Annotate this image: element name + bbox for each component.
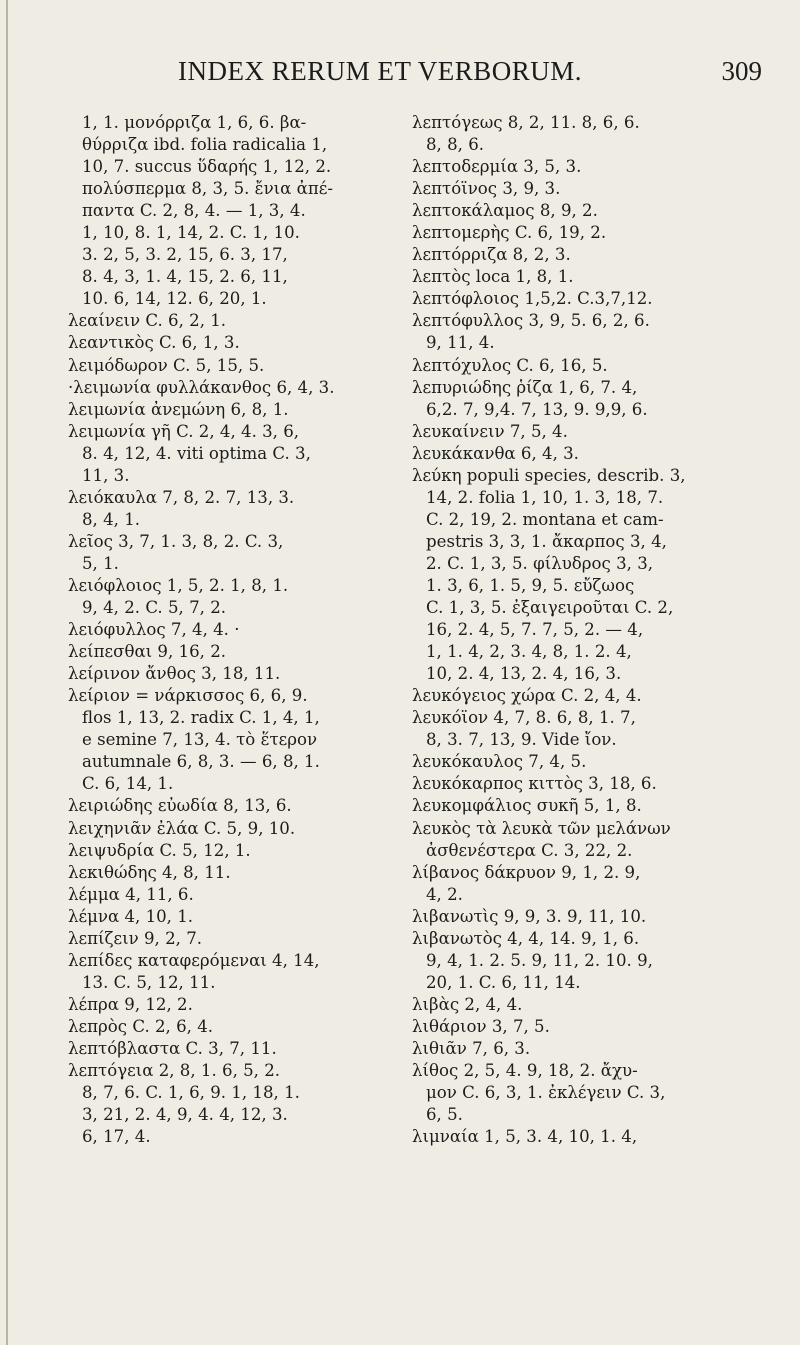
index-entry: λειόκαυλα 7, 8, 2. 7, 13, 3.: [68, 487, 295, 507]
index-entry: λεαίνειν C. 6, 2, 1.: [68, 311, 227, 331]
index-entry: λειψυδρία C. 5, 12, 1.: [68, 840, 251, 860]
index-entry-continuation: 8. 4, 3, 1. 4, 15, 2. 6, 11,: [82, 267, 288, 287]
index-entry-continuation: μον C. 6, 3, 1. ἐκλέγειν C. 3,: [426, 1083, 666, 1103]
index-entry-continuation: 6, 5.: [426, 1105, 463, 1125]
index-entry-continuation: 1, 10, 8. 1, 14, 2. C. 1, 10.: [82, 223, 300, 243]
index-entry: λεπτόφυλλος 3, 9, 5. 6, 2, 6.: [412, 311, 650, 331]
index-entry: λευκόκαρπος κιττὸς 3, 18, 6.: [412, 774, 657, 794]
index-entry-continuation: 5, 1.: [82, 553, 119, 573]
index-column-left: [68, 112, 434, 1148]
index-entry-continuation: 9, 4, 2. C. 5, 7, 2.: [82, 598, 227, 618]
index-entry-continuation: 8, 7, 6. C. 1, 6, 9. 1, 18, 1.: [82, 1083, 300, 1103]
index-entry: λεπτόχυλος C. 6, 16, 5.: [412, 355, 608, 375]
index-entry: λεπτοδερμία 3, 5, 3.: [412, 157, 582, 177]
index-entry: λείπεσθαι 9, 16, 2.: [68, 642, 227, 662]
index-entry: λειμωνία γῆ C. 2, 4, 4. 3, 6,: [68, 421, 300, 441]
index-entry: λίθος 2, 5, 4. 9, 18, 2. ἄχυ-: [412, 1061, 638, 1081]
index-entry: λεπρὸς C. 2, 6, 4.: [68, 1016, 214, 1036]
index-entry-continuation: 8, 4, 1.: [82, 509, 141, 529]
index-entry-continuation: 9, 4, 1. 2. 5. 9, 11, 2. 10. 9,: [426, 950, 653, 970]
index-entry-continuation: 3, 21, 2. 4, 9, 4. 4, 12, 3.: [82, 1105, 288, 1125]
index-entry-continuation: 9, 11, 4.: [426, 333, 495, 353]
index-entry: λειόφυλλος 7, 4, 4. ·: [68, 620, 240, 640]
index-entry: λεπτόγεως 8, 2, 11. 8, 6, 6.: [412, 113, 640, 132]
index-entry-continuation: 8, 3. 7, 13, 9. Vide ἴον.: [426, 730, 617, 750]
index-entry: λευκάκανθα 6, 4, 3.: [412, 443, 579, 463]
index-entry-continuation: e semine 7, 13, 4. τὸ ἕτερον: [82, 730, 318, 750]
index-entry: λιβανωτὸς 4, 4, 14. 9, 1, 6.: [412, 928, 640, 948]
index-entry-continuation: 8. 4, 12, 4. viti optima C. 3,: [82, 443, 311, 463]
index-entry-continuation: C. 2, 19, 2. montana et cam-: [426, 509, 664, 529]
index-entry: λευκόκαυλος 7, 4, 5.: [412, 752, 587, 772]
index-entry-continuation: 4, 2.: [426, 884, 463, 904]
index-entry: λειριώδης εὐωδία 8, 13, 6.: [68, 796, 292, 816]
index-entry-continuation: pestris 3, 3, 1. ἄκαρπος 3, 4,: [426, 531, 667, 551]
index-entry-continuation: C. 6, 14, 1.: [82, 774, 174, 794]
index-entry: λεπίζειν 9, 2, 7.: [68, 928, 203, 948]
index-entry: λέπρα 9, 12, 2.: [68, 994, 193, 1014]
index-entry-continuation: 1, 1. μονόρριζα 1, 6, 6. βα-: [82, 113, 307, 132]
index-entry: λεπτόβλαστα C. 3, 7, 11.: [68, 1038, 277, 1058]
index-entry: λιβανωτὶς 9, 9, 3. 9, 11, 10.: [412, 906, 647, 926]
page-edge-rule: [6, 0, 8, 1345]
index-entry-continuation: 10. 6, 14, 12. 6, 20, 1.: [82, 289, 267, 309]
index-entry: λεπτόγεια 2, 8, 1. 6, 5, 2.: [68, 1061, 281, 1081]
index-entry: λεπτομερὴς C. 6, 19, 2.: [412, 223, 607, 243]
index-entry-continuation: flos 1, 13, 2. radix C. 1, 4, 1,: [82, 708, 320, 728]
index-entry: λευκόγειος χώρα C. 2, 4, 4.: [412, 686, 642, 706]
index-entry: λιβὰς 2, 4, 4.: [412, 994, 523, 1014]
index-entry-continuation: 6, 17, 4.: [82, 1127, 151, 1147]
index-entry-continuation: ἀσθενέστερα C. 3, 22, 2.: [426, 840, 633, 860]
index-entry: λεύκη populi species, describ. 3,: [412, 465, 686, 485]
index-entry-continuation: θύρριζα ibd. folia radicalia 1,: [82, 135, 328, 155]
index-entry: λευκὸς τὰ λευκὰ τῶν μελάνων: [412, 818, 671, 838]
index-entry-continuation: 13. C. 5, 12, 11.: [82, 972, 216, 992]
index-entry: λεπτοκάλαμος 8, 9, 2.: [412, 201, 598, 221]
running-title: INDEX RERUM ET VERBORUM.: [177, 56, 583, 86]
index-entry: λεπυριώδης ῥίζα 1, 6, 7. 4,: [412, 377, 638, 397]
index-entry-continuation: 6,2. 7, 9,4. 7, 13, 9. 9,9, 6.: [426, 399, 648, 419]
index-entry: ·λειμωνία φυλλάκανθος 6, 4, 3.: [68, 377, 335, 397]
index-entry-continuation: 8, 8, 6.: [426, 135, 485, 155]
index-entry: λιθάριον 3, 7, 5.: [412, 1016, 550, 1036]
index-entry: λευκόϊον 4, 7, 8. 6, 8, 1. 7,: [412, 708, 636, 728]
index-entry-continuation: C. 1, 3, 5. ἐξαιγειροῦται C. 2,: [426, 598, 674, 618]
index-entry-continuation: 3. 2, 5, 3. 2, 15, 6. 3, 17,: [82, 245, 288, 265]
index-entry-continuation: autumnale 6, 8, 3. — 6, 8, 1.: [82, 752, 320, 772]
index-entry: λέμμα 4, 11, 6.: [68, 884, 194, 904]
index-entry: λειμωνία ἀνεμώνη 6, 8, 1.: [68, 399, 289, 419]
page-number: 309: [721, 56, 762, 86]
index-entry-continuation: 10, 2. 4, 13, 2. 4, 16, 3.: [426, 664, 622, 684]
index-entry: λεπτόϊνος 3, 9, 3.: [412, 179, 561, 199]
index-entry-continuation: 2. C. 1, 3, 5. φίλυδρος 3, 3,: [426, 553, 654, 573]
index-entry: λιθιᾶν 7, 6, 3.: [412, 1038, 531, 1058]
index-entry: λεῖος 3, 7, 1. 3, 8, 2. C. 3,: [68, 531, 284, 551]
index-entry-continuation: 20, 1. C. 6, 11, 14.: [426, 972, 581, 992]
index-entry: λευκαίνειν 7, 5, 4.: [412, 421, 568, 441]
index-entry: λειχηνιᾶν ἐλάα C. 5, 9, 10.: [68, 818, 296, 838]
index-entry: λεπτόρριζα 8, 2, 3.: [412, 245, 571, 265]
index-entry-continuation: παντα C. 2, 8, 4. — 1, 3, 4.: [82, 201, 306, 221]
index-entry-continuation: 10, 7. succus ὕδαρής 1, 12, 2.: [82, 157, 332, 177]
index-entry-continuation: 14, 2. folia 1, 10, 1. 3, 18, 7.: [426, 487, 664, 507]
index-entry-continuation: 1. 3, 6, 1. 5, 9, 5. εὔζωος: [426, 575, 635, 595]
index-entry: λείρινον ἄνθος 3, 18, 11.: [68, 664, 281, 684]
index-entry: λέμνα 4, 10, 1.: [68, 906, 194, 926]
index-entry: λεπτόφλοιος 1,5,2. C.3,7,12.: [412, 289, 653, 309]
index-entry: λιμναία 1, 5, 3. 4, 10, 1. 4,: [412, 1127, 638, 1147]
index-entry: λίβανος δάκρυον 9, 1, 2. 9,: [412, 862, 641, 882]
index-entry: λεπτὸς loca 1, 8, 1.: [412, 267, 574, 287]
index-entry: λεπίδες καταφερόμεναι 4, 14,: [68, 950, 320, 970]
index-entry: λείριον = νάρκισσος 6, 6, 9.: [68, 686, 308, 706]
index-entry: λεαντικὸς C. 6, 1, 3.: [68, 333, 240, 353]
index-entry: λειόφλοιος 1, 5, 2. 1, 8, 1.: [68, 575, 289, 595]
index-entry-continuation: 1, 1. 4, 2, 3. 4, 8, 1. 2. 4,: [426, 642, 632, 662]
index-entry: λευκομφάλιος συκῆ 5, 1, 8.: [412, 796, 642, 816]
index-entry: λεκιθώδης 4, 8, 11.: [68, 862, 231, 882]
index-entry-continuation: 11, 3.: [82, 465, 130, 485]
running-header: [0, 50, 800, 94]
index-entry: λειμόδωρον C. 5, 15, 5.: [68, 355, 265, 375]
index-entry-continuation: πολύσπερμα 8, 3, 5. ἔνια ἀπέ-: [82, 179, 333, 199]
index-entry-continuation: 16, 2. 4, 5, 7. 7, 5, 2. — 4,: [426, 620, 644, 640]
index-column-right: [412, 112, 778, 1148]
